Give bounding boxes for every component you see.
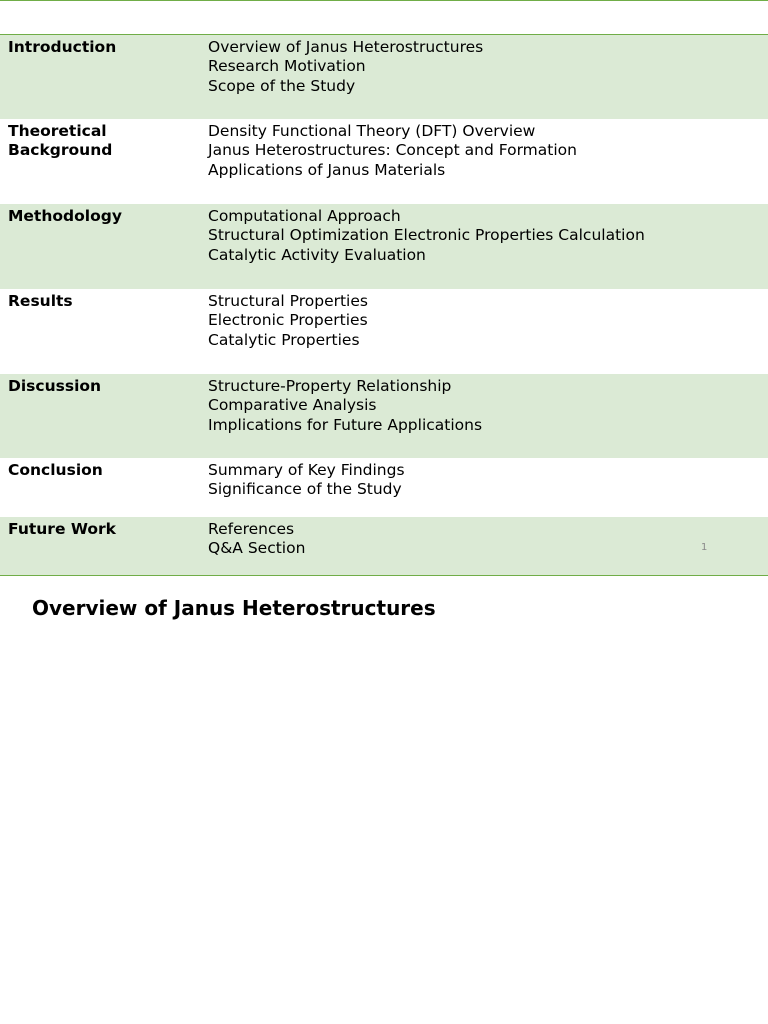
topic-item: Significance of the Study [208, 480, 402, 499]
outline-row-discussion [0, 374, 768, 458]
topic-item: Catalytic Properties [208, 330, 360, 349]
section-title: Results [8, 292, 73, 310]
topic-list [208, 520, 758, 559]
topic-item: Overview of Janus Heterostructures [208, 38, 484, 56]
section-title: Future Work [8, 520, 116, 538]
topic-item: Q&A Section [208, 539, 306, 558]
section-title: Introduction [8, 38, 117, 56]
topic-item: Comparative Analysis [208, 396, 377, 415]
topic-item: References [208, 520, 295, 538]
topic-item: Catalytic Activity Evaluation [208, 245, 426, 264]
topic-item: Applications of Janus Materials [208, 160, 446, 179]
topic-list [208, 207, 758, 265]
topic-list [208, 292, 758, 350]
topic-item: Computational Approach [208, 207, 401, 225]
topic-list [208, 122, 758, 180]
section-title: Theoretical Background [8, 122, 113, 160]
topic-item: Electronic Properties [208, 311, 368, 330]
topic-list [208, 461, 758, 500]
outline-row-results [0, 289, 768, 374]
slide-heading: Overview of Janus Heterostructures [32, 596, 436, 620]
section-title: Conclusion [8, 461, 103, 479]
page-number: 1 [701, 542, 708, 553]
topic-list [208, 38, 758, 96]
topic-item: Structural Optimization Electronic Properties Calculation [208, 226, 645, 245]
topic-list [208, 377, 758, 435]
top-rule [0, 0, 768, 1]
outline-row-future-work [0, 517, 768, 575]
outline-row-conclusion [0, 458, 768, 517]
section-title: Discussion [8, 377, 102, 395]
outline-row-introduction [0, 35, 768, 119]
topic-item: Implications for Future Applications [208, 415, 483, 434]
outline-row-theoretical-background [0, 119, 768, 204]
section-title: Methodology [8, 207, 122, 225]
outline-table [0, 34, 768, 576]
topic-item: Density Functional Theory (DFT) Overview [208, 122, 536, 140]
topic-item: Scope of the Study [208, 76, 356, 95]
topic-item: Research Motivation [208, 57, 366, 76]
outline-row-methodology [0, 204, 768, 289]
topic-item: Janus Heterostructures: Concept and Formation [208, 141, 577, 160]
topic-item: Structural Properties [208, 292, 368, 310]
topic-item: Summary of Key Findings [208, 461, 405, 479]
topic-item: Structure-Property Relationship [208, 377, 452, 395]
